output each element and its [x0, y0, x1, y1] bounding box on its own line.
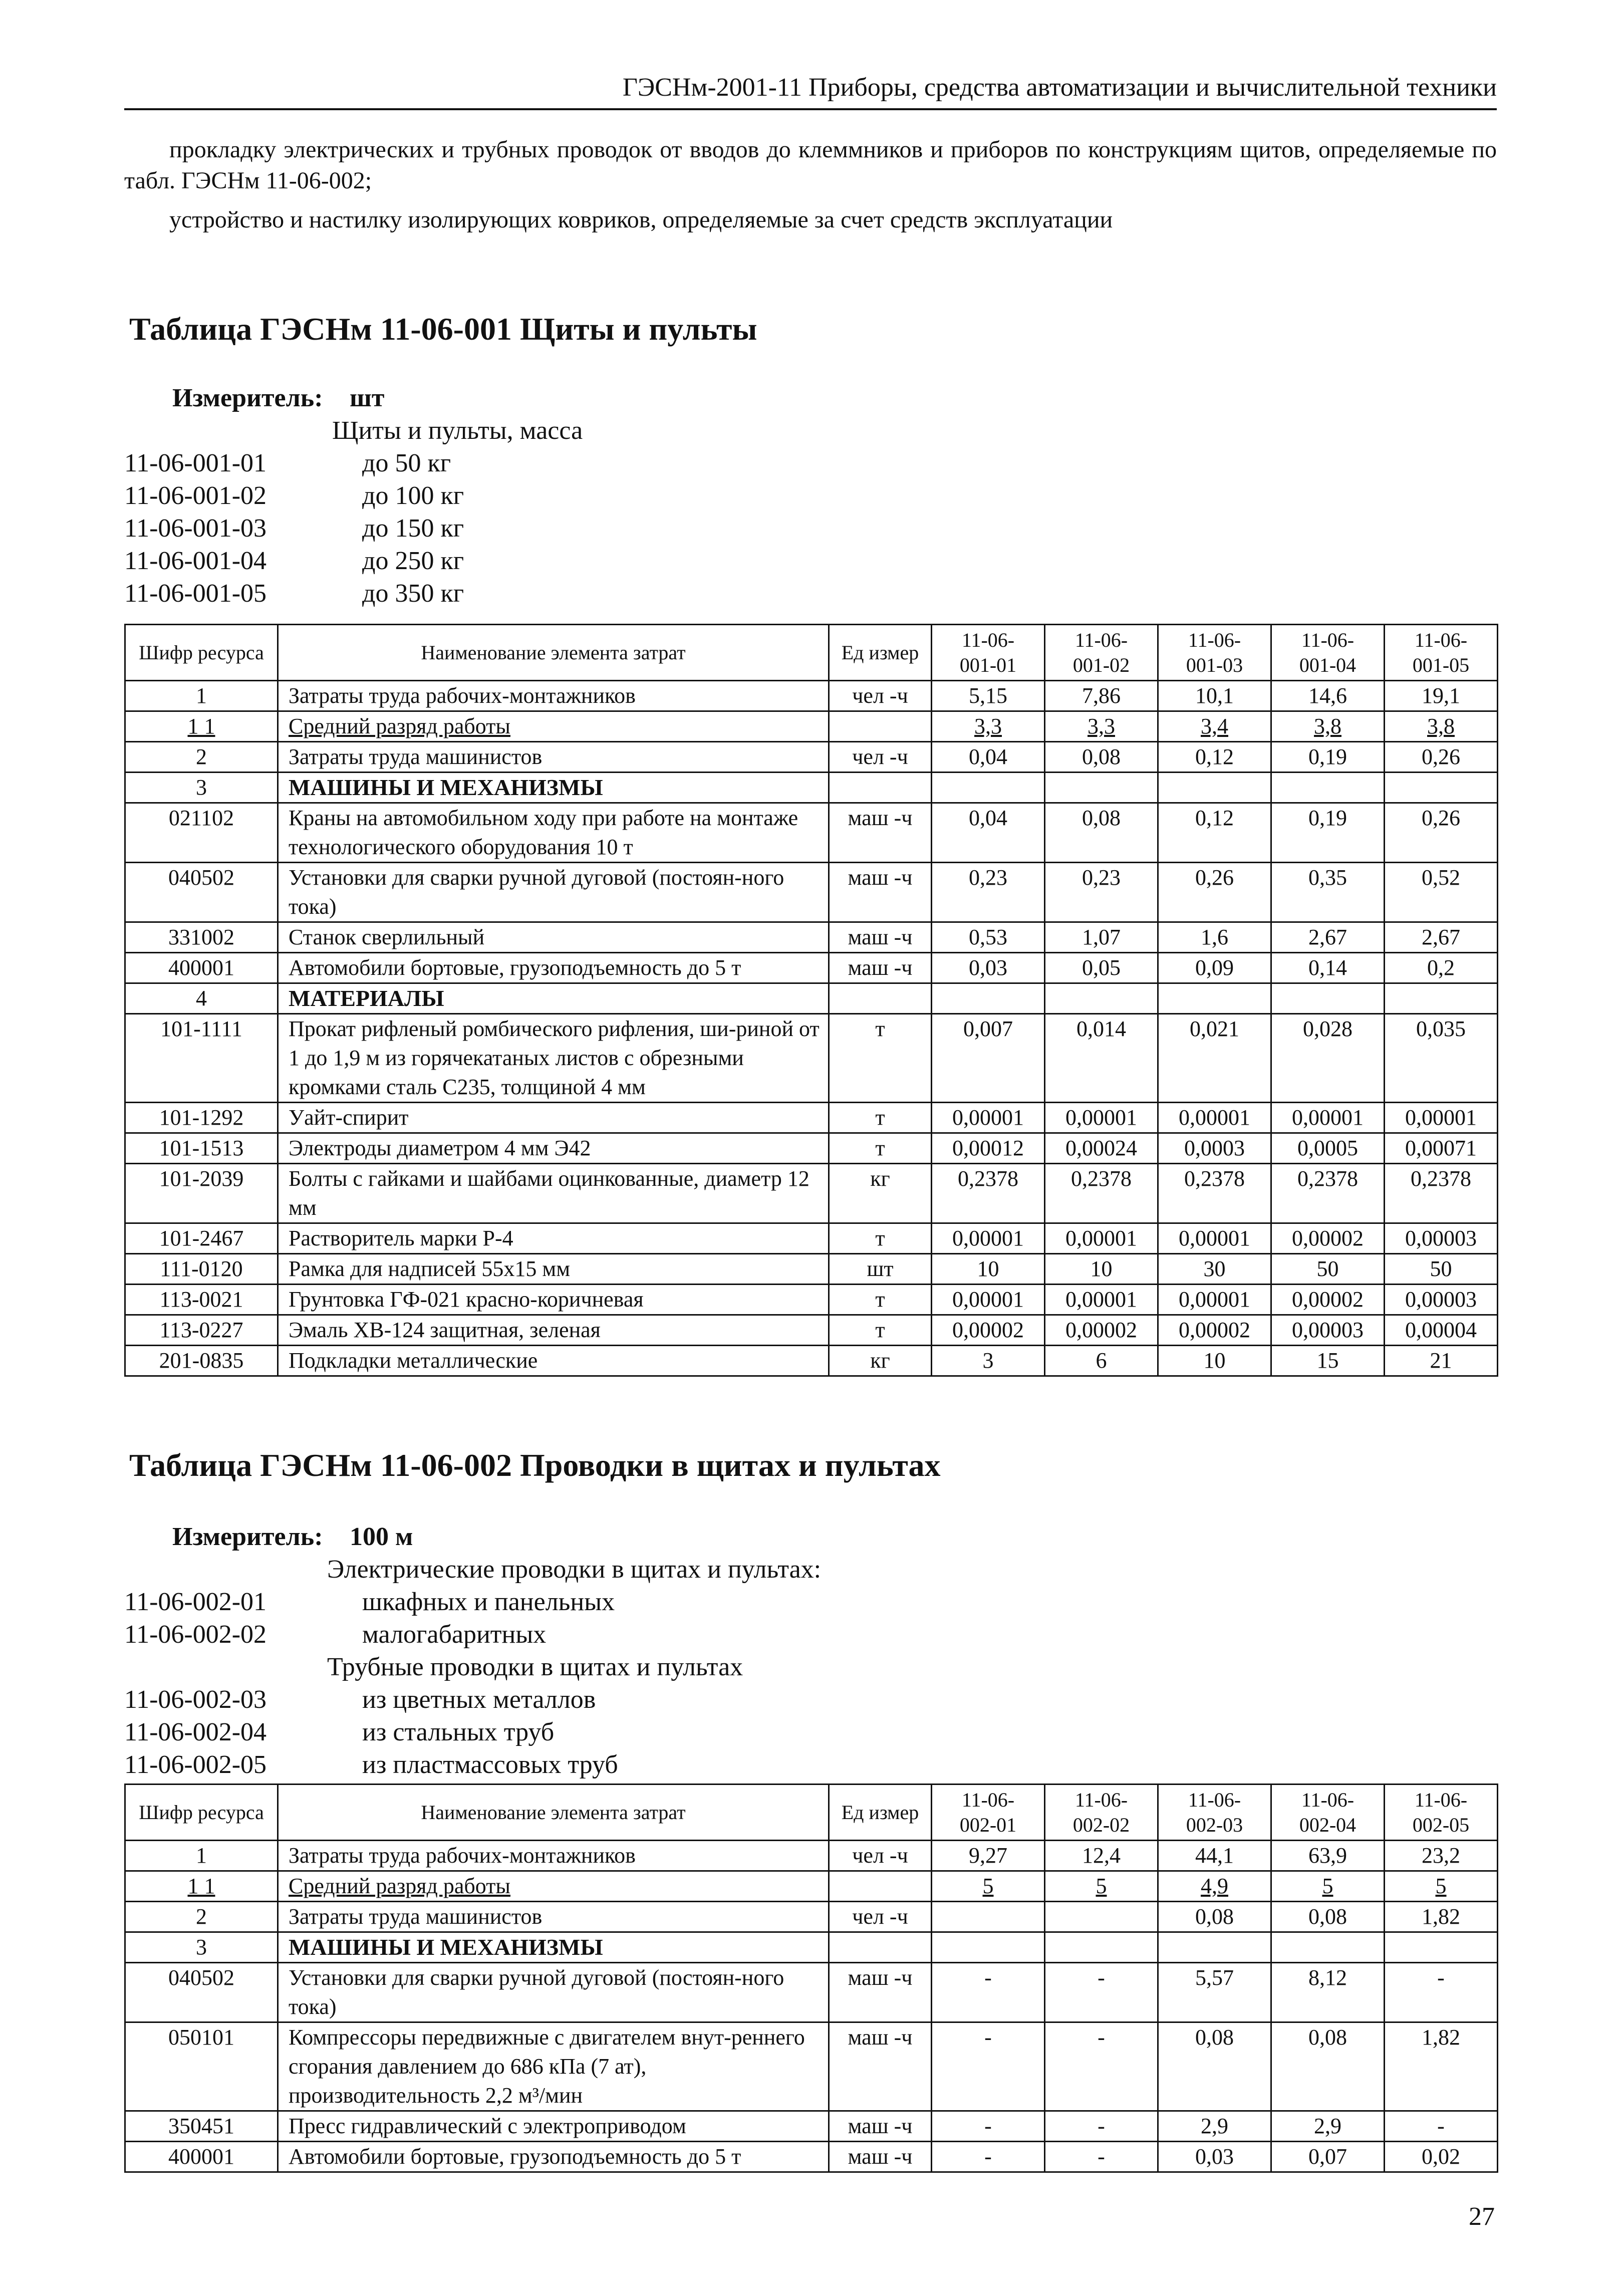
row-value: 3,3	[1045, 711, 1158, 742]
intro-paragraph-1: прокладку электрических и трубных проводок от вводов до клеммников и приборов по конструкциям щитов, определяемые по табл. ГЭСНм 11-06-002;	[124, 136, 1497, 194]
row-value: -	[1045, 1963, 1158, 2022]
row-value: 0,23	[1045, 863, 1158, 922]
row-value: 5,15	[932, 681, 1045, 711]
column-header-norm: 11-06- 001-02	[1045, 625, 1158, 681]
row-value: 0,53	[932, 922, 1045, 953]
table-row	[125, 742, 1498, 773]
item-desc: малогабаритных	[362, 1620, 547, 1649]
row-value: 0,26	[1158, 863, 1271, 922]
row-value: 0,00001	[932, 1285, 1045, 1315]
row-value	[932, 1902, 1045, 1932]
column-header-norm: 11-06- 002-01	[932, 1785, 1045, 1841]
column-header-norm: 11-06- 001-03	[1158, 625, 1271, 681]
column-header-norm: 11-06- 001-01	[932, 625, 1045, 681]
row-value: 0,02	[1385, 2142, 1498, 2172]
table-row	[125, 1223, 1498, 1254]
row-value: 0,00012	[932, 1133, 1045, 1164]
row-value: 0,2378	[1271, 1164, 1385, 1223]
row-value: 0,19	[1271, 742, 1385, 773]
row-value	[932, 983, 1045, 1014]
table-row	[125, 1346, 1498, 1376]
table1-resources	[124, 624, 1498, 1377]
row-value: 0,08	[1271, 1902, 1385, 1932]
row-name: Подкладки металлические	[278, 1346, 829, 1376]
table-row	[125, 922, 1498, 953]
item-group-label: Электрические проводки в щитах и пультах:	[327, 1555, 822, 1584]
measure-unit: 100 м	[350, 1522, 413, 1551]
row-name: Затраты труда рабочих-монтажников	[278, 1841, 829, 1871]
row-value: 0,04	[932, 742, 1045, 773]
row-value: 1,07	[1045, 922, 1158, 953]
row-value: 2,9	[1158, 2111, 1271, 2142]
row-code: 040502	[125, 1963, 278, 2022]
row-name: МАШИНЫ И МЕХАНИЗМЫ	[278, 773, 829, 803]
item-desc: до 100 кг	[362, 481, 464, 510]
row-code: 101-2467	[125, 1223, 278, 1254]
row-value	[1385, 983, 1498, 1014]
row-value: -	[932, 2022, 1045, 2111]
row-value	[1385, 1932, 1498, 1963]
row-code: 101-1292	[125, 1103, 278, 1133]
row-value: 5	[1385, 1871, 1498, 1902]
row-value: 9,27	[932, 1841, 1045, 1871]
row-name: Автомобили бортовые, грузоподъемность до 5 т	[278, 953, 829, 983]
row-unit: шт	[829, 1254, 932, 1285]
intro-paragraph-2: устройство и настилку изолирующих ковриков, определяемые за счет средств эксплуатации	[169, 206, 1113, 233]
row-value: 0,00003	[1385, 1223, 1498, 1254]
row-value: 0,03	[1158, 2142, 1271, 2172]
row-value: 19,1	[1385, 681, 1498, 711]
row-value: 5	[932, 1871, 1045, 1902]
row-code: 111-0120	[125, 1254, 278, 1285]
row-code: 201-0835	[125, 1346, 278, 1376]
row-value: 44,1	[1158, 1841, 1271, 1871]
row-value: 0,007	[932, 1014, 1045, 1103]
item-code: 11-06-002-04	[124, 1718, 267, 1746]
row-name: Прокат рифленый ромбического рифления, ши-риной от 1 до 1,9 м из горячекатаных листов с обрезными кромками сталь С235, толщиной 4 мм	[278, 1014, 829, 1103]
header-title: ГЭСНм-2001-11 Приборы, средства автоматизации и вычислительной техники	[622, 73, 1497, 102]
row-code: 1	[125, 681, 278, 711]
row-unit: маш -ч	[829, 953, 932, 983]
row-value: 0,00071	[1385, 1133, 1498, 1164]
row-value: 5	[1045, 1871, 1158, 1902]
row-name: МАШИНЫ И МЕХАНИЗМЫ	[278, 1932, 829, 1963]
row-value: 5,57	[1158, 1963, 1271, 2022]
row-value: 0,00003	[1385, 1285, 1498, 1315]
measure-label: Измеритель:	[172, 384, 323, 412]
row-value: 0,00001	[1385, 1103, 1498, 1133]
row-value: 0,08	[1045, 803, 1158, 863]
table-row	[125, 1014, 1498, 1103]
row-value: 0,00002	[1158, 1315, 1271, 1346]
row-value: 10	[932, 1254, 1045, 1285]
row-value: 0,00002	[932, 1315, 1045, 1346]
row-code: 400001	[125, 953, 278, 983]
row-value	[1045, 773, 1158, 803]
item-desc: до 150 кг	[362, 514, 464, 543]
table-row	[125, 1164, 1498, 1223]
row-name: Электроды диаметром 4 мм Э42	[278, 1133, 829, 1164]
item-group-label: Щиты и пульты, масса	[332, 416, 583, 445]
row-value: 23,2	[1385, 1841, 1498, 1871]
row-value: 0,00002	[1271, 1223, 1385, 1254]
row-name: Болты с гайками и шайбами оцинкованные, диаметр 12 мм	[278, 1164, 829, 1223]
row-value: 0,00001	[1045, 1285, 1158, 1315]
row-value	[1271, 773, 1385, 803]
row-code: 1	[125, 1841, 278, 1871]
row-value: 21	[1385, 1346, 1498, 1376]
item-code: 11-06-002-01	[124, 1588, 267, 1616]
table-row	[125, 1133, 1498, 1164]
table2-measure-block	[124, 1522, 876, 1782]
row-code: 101-1513	[125, 1133, 278, 1164]
row-value: 0,04	[932, 803, 1045, 863]
row-value: 14,6	[1271, 681, 1385, 711]
row-code: 1 1	[125, 1871, 278, 1902]
row-unit: т	[829, 1315, 932, 1346]
row-value: 0,08	[1158, 1902, 1271, 1932]
row-value: 0,2378	[1045, 1164, 1158, 1223]
table-row	[125, 2022, 1498, 2111]
row-value: 0,00003	[1271, 1315, 1385, 1346]
table-row	[125, 863, 1498, 922]
row-value: 0,00001	[1271, 1103, 1385, 1133]
row-value: 0,00001	[1045, 1103, 1158, 1133]
item-code: 11-06-002-02	[124, 1620, 267, 1649]
row-unit: чел -ч	[829, 681, 932, 711]
row-value: 3,8	[1385, 711, 1498, 742]
row-name: Затраты труда машинистов	[278, 1902, 829, 1932]
measure-unit: шт	[350, 384, 385, 412]
row-unit: маш -ч	[829, 803, 932, 863]
column-header-norm: 11-06- 002-02	[1045, 1785, 1158, 1841]
column-header-norm: 11-06- 002-03	[1158, 1785, 1271, 1841]
row-unit	[829, 711, 932, 742]
row-value: 5	[1271, 1871, 1385, 1902]
row-name: Затраты труда рабочих-монтажников	[278, 681, 829, 711]
row-value: 0,0003	[1158, 1133, 1271, 1164]
row-code: 350451	[125, 2111, 278, 2142]
row-value: 0,12	[1158, 742, 1271, 773]
row-value	[1271, 983, 1385, 1014]
row-unit: маш -ч	[829, 2022, 932, 2111]
row-value	[1045, 983, 1158, 1014]
row-value: 0,00004	[1385, 1315, 1498, 1346]
row-value: 0,00002	[1045, 1315, 1158, 1346]
item-desc: шкафных и панельных	[362, 1588, 615, 1616]
row-value: 6	[1045, 1346, 1158, 1376]
row-value: 0,08	[1271, 2022, 1385, 2111]
row-name: Станок сверлильный	[278, 922, 829, 953]
page-number: 27	[1469, 2202, 1495, 2231]
row-code: 3	[125, 773, 278, 803]
row-name: МАТЕРИАЛЫ	[278, 983, 829, 1014]
row-unit: маш -ч	[829, 2111, 932, 2142]
row-unit: чел -ч	[829, 1841, 932, 1871]
column-header-norm: 11-06- 001-05	[1385, 625, 1498, 681]
row-value: 0,52	[1385, 863, 1498, 922]
row-value: 0,00001	[932, 1223, 1045, 1254]
row-value: 0,26	[1385, 803, 1498, 863]
row-name: Рамка для надписей 55х15 мм	[278, 1254, 829, 1285]
row-value: -	[932, 2111, 1045, 2142]
row-code: 113-0021	[125, 1285, 278, 1315]
item-desc: из цветных металлов	[362, 1685, 596, 1714]
row-code: 101-1111	[125, 1014, 278, 1103]
row-value	[932, 1932, 1045, 1963]
row-code: 1 1	[125, 711, 278, 742]
row-unit: чел -ч	[829, 742, 932, 773]
row-value: 2,67	[1385, 922, 1498, 953]
row-value: 0,07	[1271, 2142, 1385, 2172]
row-unit: кг	[829, 1164, 932, 1223]
row-value: 63,9	[1271, 1841, 1385, 1871]
item-code: 11-06-002-03	[124, 1685, 267, 1714]
table-row	[125, 1963, 1498, 2022]
row-code: 2	[125, 1902, 278, 1932]
row-value: 0,09	[1158, 953, 1271, 983]
row-value: -	[1045, 2111, 1158, 2142]
row-name: Установки для сварки ручной дуговой (постоян-ного тока)	[278, 863, 829, 922]
row-value: 2,9	[1271, 2111, 1385, 2142]
row-value: 3,3	[932, 711, 1045, 742]
row-unit: маш -ч	[829, 863, 932, 922]
row-value: 7,86	[1045, 681, 1158, 711]
row-unit: маш -ч	[829, 1963, 932, 2022]
row-code: 021102	[125, 803, 278, 863]
row-value: 0,03	[932, 953, 1045, 983]
row-value	[1385, 773, 1498, 803]
row-unit: т	[829, 1285, 932, 1315]
intro-text	[124, 134, 1497, 235]
row-code: 331002	[125, 922, 278, 953]
table1-measure-block	[124, 383, 876, 611]
row-value: 50	[1385, 1254, 1498, 1285]
item-code: 11-06-001-03	[124, 514, 267, 543]
row-value: 0,23	[932, 863, 1045, 922]
row-name: Затраты труда машинистов	[278, 742, 829, 773]
row-value: 3	[932, 1346, 1045, 1376]
row-value: 0,00001	[1045, 1223, 1158, 1254]
row-value: 50	[1271, 1254, 1385, 1285]
column-header-name: Наименование элемента затрат	[278, 1785, 829, 1841]
row-value: 0,028	[1271, 1014, 1385, 1103]
item-code: 11-06-001-04	[124, 547, 267, 575]
row-value: 0,2378	[932, 1164, 1045, 1223]
row-value	[1271, 1932, 1385, 1963]
row-code: 101-2039	[125, 1164, 278, 1223]
row-value: 12,4	[1045, 1841, 1158, 1871]
row-value: 0,00001	[932, 1103, 1045, 1133]
row-name: Компрессоры передвижные с двигателем внут-реннего сгорания давлением до 686 кПа (7 ат), производительность 2,2 м³/мин	[278, 2022, 829, 2111]
row-value: 0,0005	[1271, 1133, 1385, 1164]
row-unit	[829, 773, 932, 803]
row-code: 2	[125, 742, 278, 773]
item-desc: до 250 кг	[362, 547, 464, 575]
row-value	[1158, 1932, 1271, 1963]
table-row	[125, 1932, 1498, 1963]
table-row	[125, 803, 1498, 863]
row-value: 0,00001	[1158, 1223, 1271, 1254]
row-unit: чел -ч	[829, 1902, 932, 1932]
row-value	[1158, 773, 1271, 803]
row-name: Автомобили бортовые, грузоподъемность до 5 т	[278, 2142, 829, 2172]
row-value: 1,82	[1385, 2022, 1498, 2111]
page-header	[124, 70, 1497, 110]
row-value: 0,2378	[1385, 1164, 1498, 1223]
row-value: -	[1045, 2142, 1158, 2172]
row-code: 4	[125, 983, 278, 1014]
row-name: Растворитель марки Р-4	[278, 1223, 829, 1254]
row-value: 0,35	[1271, 863, 1385, 922]
column-header-name: Наименование элемента затрат	[278, 625, 829, 681]
row-value: -	[1385, 1963, 1498, 2022]
item-desc: до 50 кг	[362, 449, 451, 477]
row-value	[1045, 1902, 1158, 1932]
table-row	[125, 1902, 1498, 1932]
column-header-code: Шифр ресурса	[125, 625, 278, 681]
item-desc: из пластмассовых труб	[362, 1750, 618, 1779]
row-name: Краны на автомобильном ходу при работе на монтаже технологического оборудования 10 т	[278, 803, 829, 863]
column-header-code: Шифр ресурса	[125, 1785, 278, 1841]
table-row	[125, 983, 1498, 1014]
row-value: 0,12	[1158, 803, 1271, 863]
item-group-label: Трубные проводки в щитах и пультах	[327, 1653, 743, 1681]
row-value: 10	[1158, 1346, 1271, 1376]
row-value: 0,021	[1158, 1014, 1271, 1103]
table2-resources	[124, 1784, 1498, 2173]
row-value: 8,12	[1271, 1963, 1385, 2022]
row-name: Средний разряд работы	[278, 711, 829, 742]
table1-title: Таблица ГЭСНм 11-06-001 Щиты и пульты	[129, 311, 757, 347]
item-desc: до 350 кг	[362, 579, 464, 608]
column-header-unit: Ед измер	[829, 625, 932, 681]
row-code: 050101	[125, 2022, 278, 2111]
row-value: 1,82	[1385, 1902, 1498, 1932]
row-value: -	[1045, 2022, 1158, 2111]
row-name: Уайт-спирит	[278, 1103, 829, 1133]
column-header-unit: Ед измер	[829, 1785, 932, 1841]
row-name: Грунтовка ГФ-021 красно-коричневая	[278, 1285, 829, 1315]
row-value: 3,8	[1271, 711, 1385, 742]
item-code: 11-06-001-05	[124, 579, 267, 608]
row-value: 1,6	[1158, 922, 1271, 953]
row-value	[1045, 1932, 1158, 1963]
row-unit	[829, 983, 932, 1014]
row-value: 2,67	[1271, 922, 1385, 953]
row-value: 0,05	[1045, 953, 1158, 983]
item-code: 11-06-002-05	[124, 1750, 267, 1779]
item-desc: из стальных труб	[362, 1718, 555, 1746]
row-value: 4,9	[1158, 1871, 1271, 1902]
row-value: 0,14	[1271, 953, 1385, 983]
row-name: Эмаль ХВ-124 защитная, зеленая	[278, 1315, 829, 1346]
row-value: 0,00001	[1158, 1285, 1271, 1315]
item-code: 11-06-001-02	[124, 481, 267, 510]
table-row	[125, 2111, 1498, 2142]
row-unit: т	[829, 1133, 932, 1164]
table-row	[125, 2142, 1498, 2172]
row-value: -	[932, 2142, 1045, 2172]
table-row	[125, 773, 1498, 803]
row-code: 113-0227	[125, 1315, 278, 1346]
row-value: 0,014	[1045, 1014, 1158, 1103]
row-value: 0,00024	[1045, 1133, 1158, 1164]
table-row	[125, 1285, 1498, 1315]
table-row	[125, 681, 1498, 711]
column-header-norm: 11-06- 001-04	[1271, 625, 1385, 681]
row-unit: т	[829, 1014, 932, 1103]
row-value: 10	[1045, 1254, 1158, 1285]
row-value	[932, 773, 1045, 803]
row-value: 30	[1158, 1254, 1271, 1285]
row-value	[1158, 983, 1271, 1014]
row-unit: маш -ч	[829, 922, 932, 953]
row-value: 0,19	[1271, 803, 1385, 863]
table-row	[125, 1871, 1498, 1902]
row-value: 15	[1271, 1346, 1385, 1376]
table-row	[125, 953, 1498, 983]
row-unit	[829, 1871, 932, 1902]
row-unit: т	[829, 1103, 932, 1133]
column-header-norm: 11-06- 002-05	[1385, 1785, 1498, 1841]
table-row	[125, 1841, 1498, 1871]
row-unit	[829, 1932, 932, 1963]
row-name: Пресс гидравлический с электроприводом	[278, 2111, 829, 2142]
row-value: 10,1	[1158, 681, 1271, 711]
row-value: 0,26	[1385, 742, 1498, 773]
row-value: 0,2378	[1158, 1164, 1271, 1223]
row-unit: маш -ч	[829, 2142, 932, 2172]
row-code: 400001	[125, 2142, 278, 2172]
column-header-norm: 11-06- 002-04	[1271, 1785, 1385, 1841]
row-code: 040502	[125, 863, 278, 922]
row-name: Средний разряд работы	[278, 1871, 829, 1902]
row-name: Установки для сварки ручной дуговой (постоян-ного тока)	[278, 1963, 829, 2022]
row-value: 0,035	[1385, 1014, 1498, 1103]
item-code: 11-06-001-01	[124, 449, 267, 477]
row-value: 0,08	[1045, 742, 1158, 773]
row-value: -	[1385, 2111, 1498, 2142]
row-value: 0,2	[1385, 953, 1498, 983]
table-row	[125, 1103, 1498, 1133]
row-unit: т	[829, 1223, 932, 1254]
row-value: 3,4	[1158, 711, 1271, 742]
row-value: -	[932, 1963, 1045, 2022]
table2-title: Таблица ГЭСНм 11-06-002 Проводки в щитах и пультах	[129, 1447, 941, 1483]
row-value: 0,00002	[1271, 1285, 1385, 1315]
row-value: 0,00001	[1158, 1103, 1271, 1133]
measure-label: Измеритель:	[172, 1522, 323, 1551]
row-unit: кг	[829, 1346, 932, 1376]
table-row	[125, 1254, 1498, 1285]
row-value: 0,08	[1158, 2022, 1271, 2111]
table-row	[125, 711, 1498, 742]
table-row	[125, 1315, 1498, 1346]
row-code: 3	[125, 1932, 278, 1963]
